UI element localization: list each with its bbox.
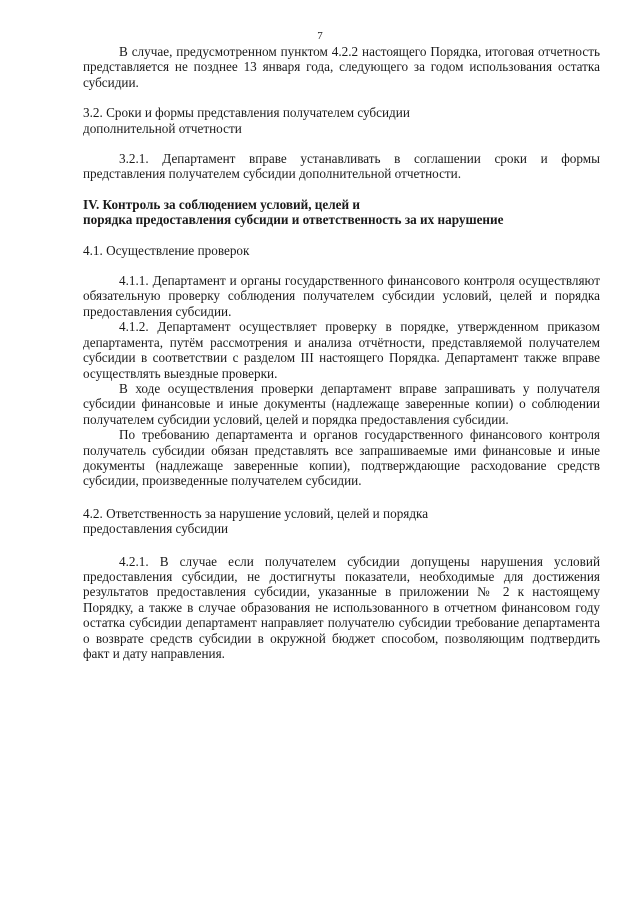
paragraph-4-2-1: 4.2.1. В случае если получателем субсидии допущены нарушения условий предоставления субсидии, не достигнуты показатели, необходимые для достижения результатов предоставления субсидии, указанные в приложении № 2 к настоящему Порядку, а также в случае образования не использованного в отчетном финансовом году остатка субсидии департамент направляет получателю субсидии требование департамента о возврате средств субсидии в окружной бюджет способом, позволяющим подтвердить факт и дату направления.: [83, 553, 600, 661]
section-iv-title-line1: IV. Контроль за соблюдением условий, целей и: [83, 196, 360, 212]
paragraph-4-1-2: 4.1.2. Департамент осуществляет проверку в порядке, утвержденном приказом департамента, путём рассмотрения и анализа отчётности, представляемой получателем субсидии в соответствии с разделом III настоящего Порядка. Департамент также вправе осуществлять выездные проверки.: [83, 319, 600, 381]
heading-4-1: 4.1. Осуществление проверок: [83, 242, 250, 258]
paragraph-docs-provide: По требованию департамента и органов государственного финансового контроля получатель субсидии обязан представлять все запрашиваемые ими финансовые и иные документы (надлежаще заверенные копии), подтверждающие расходование средств субсидии, произведенные получателем субсидии.: [83, 427, 600, 489]
paragraph-docs-request: В ходе осуществления проверки департамент вправе запрашивать у получателя субсидии финансовые и иные документы (надлежаще заверенные копии) о соблюдении получателем субсидии условий, целей и порядка предоставления субсидии.: [83, 380, 600, 427]
paragraph-intro: В случае, предусмотренном пунктом 4.2.2 настоящего Порядка, итоговая отчетность представляется не позднее 13 января года, следующего за годом использования остатка субсидии.: [83, 44, 600, 90]
document-body: [83, 44, 600, 661]
heading-3-2-line1: 3.2. Сроки и формы представления получателем субсидии: [83, 105, 410, 121]
paragraph-3-2-1: 3.2.1. Департамент вправе устанавливать в соглашении сроки и формы представления получателем субсидии дополнительной отчетности.: [83, 151, 600, 182]
section-iv-title-line2: порядка предоставления субсидии и ответственность за их нарушение: [83, 212, 504, 228]
page-number: 7: [317, 30, 323, 42]
heading-4-2-line2: предоставления субсидии: [83, 521, 229, 537]
heading-3-2-line2: дополнительной отчетности: [83, 120, 242, 136]
paragraph-4-1-1: 4.1.1. Департамент и органы государственного финансового контроля осуществляют обязательную проверку соблюдения получателем субсидии условий, целей и порядка предоставления субсидии.: [83, 273, 600, 319]
heading-4-2-line1: 4.2. Ответственность за нарушение условий, целей и порядка: [83, 505, 429, 521]
